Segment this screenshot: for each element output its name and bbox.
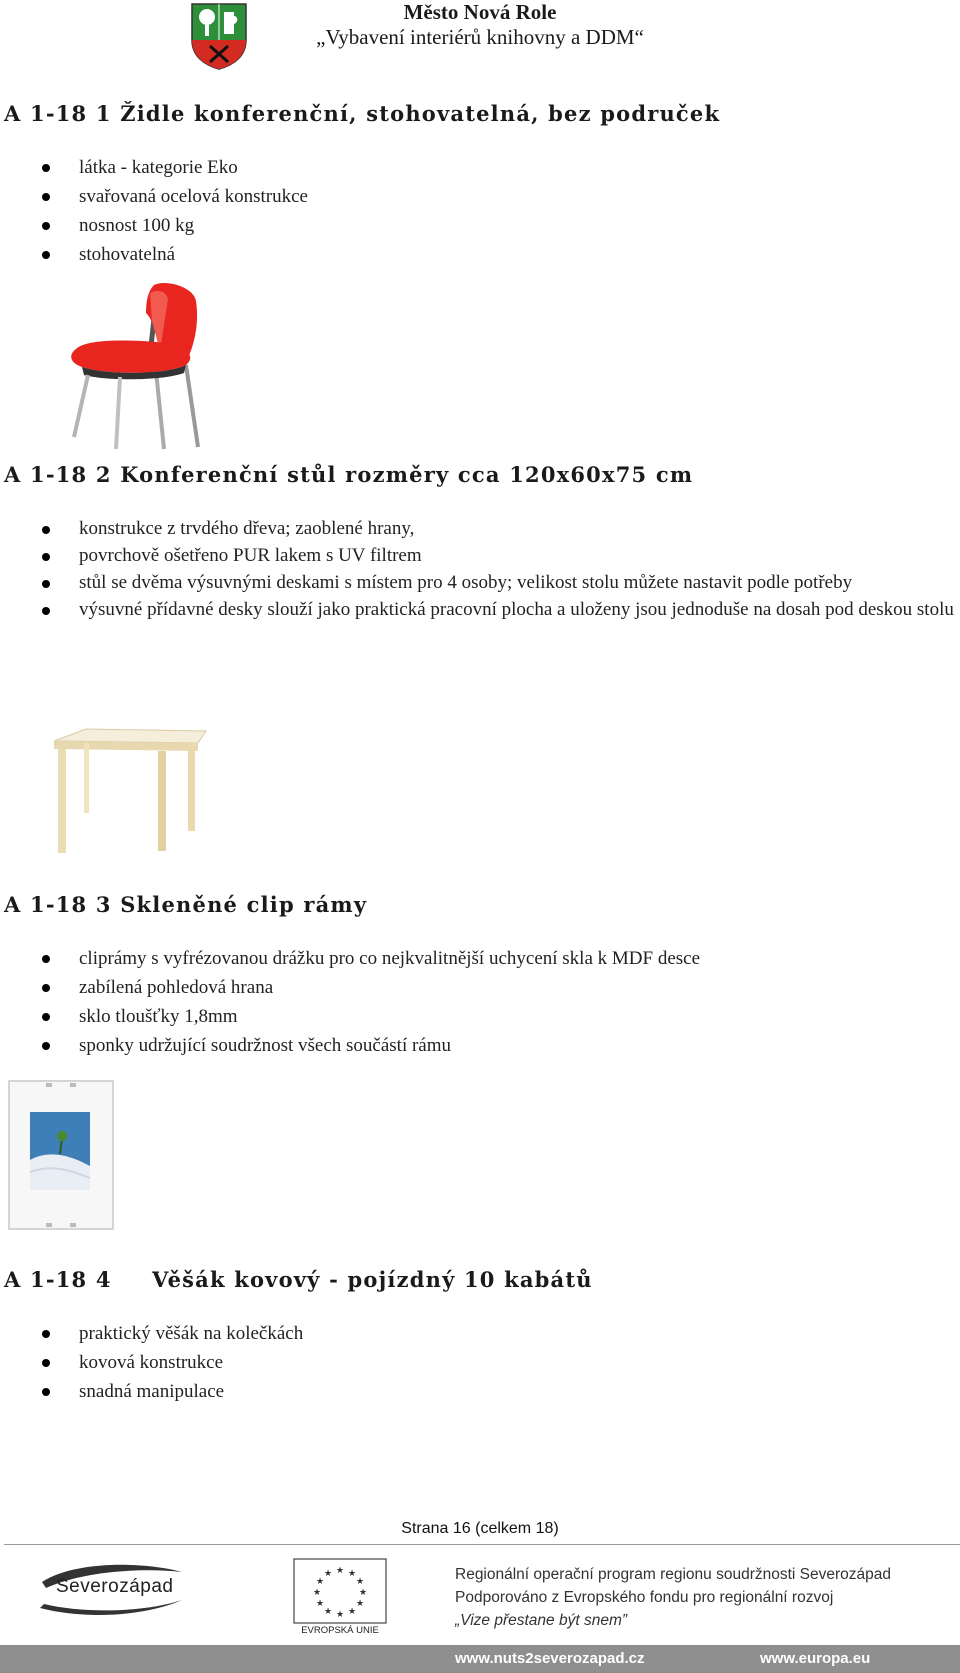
list-item: stohovatelná xyxy=(0,240,959,269)
list-item: výsuvné přídavné desky slouží jako praktická pracovní plocha a uloženy jsou jednoduše na dosah pod deskou stolu xyxy=(0,596,959,623)
list-item: konstrukce z trvdého dřeva; zaoblené hrany, xyxy=(0,515,959,542)
list-item: snadná manipulace xyxy=(0,1377,959,1406)
heading-title: Věšák kovový - pojízdný 10 kabátů xyxy=(152,1267,593,1292)
footer-url-bar xyxy=(0,1645,960,1673)
footer-divider xyxy=(4,1544,960,1545)
table-image xyxy=(50,727,208,855)
section-heading-chair: A 1-18 1 Židle konferenční, stohovatelná, bez područek xyxy=(4,101,721,126)
clip-frame-image xyxy=(8,1080,114,1230)
severozapad-logo-text: Severozápad xyxy=(56,1576,174,1597)
eu-label: EVROPSKÁ UNIE xyxy=(301,1625,379,1636)
link-europa[interactable]: www.europa.eu xyxy=(760,1650,871,1667)
coat-rack-spec-list xyxy=(0,1319,959,1406)
svg-text:★: ★ xyxy=(315,1599,325,1609)
svg-text:★: ★ xyxy=(358,1588,368,1598)
svg-text:★: ★ xyxy=(323,1607,333,1617)
header-town: Město Nová Role xyxy=(403,0,557,24)
svg-text:★: ★ xyxy=(323,1569,333,1579)
frames-spec-list xyxy=(0,944,959,1060)
svg-text:★: ★ xyxy=(335,1610,345,1620)
list-item: povrchově ošetřeno PUR lakem s UV filtrem xyxy=(0,542,959,569)
chair-image xyxy=(66,281,216,455)
header-project: „Vybavení interiérů knihovny a DDM“ xyxy=(316,25,644,49)
footer-line: Regionální operační program regionu soudržnosti Severozápad xyxy=(455,1566,891,1583)
list-item: nosnost 100 kg xyxy=(0,211,959,240)
svg-text:★: ★ xyxy=(315,1577,325,1587)
section-heading-table: A 1-18 2 Konferenční stůl rozměry cca 120x60x75 cm xyxy=(4,462,694,487)
list-item: cliprámy s vyfrézovanou drážku pro co nejkvalitnější uchycení skla k MDF desce xyxy=(0,944,959,973)
list-item: zabílená pohledová hrana xyxy=(0,973,959,1002)
page-number: Strana 16 (celkem 18) xyxy=(401,1520,559,1537)
svg-text:★: ★ xyxy=(347,1607,357,1617)
footer-line: „Vize přestane být snem” xyxy=(455,1612,628,1629)
heading-code: A 1-18 4 xyxy=(4,1267,112,1292)
footer-program-text xyxy=(455,1563,891,1632)
svg-text:★: ★ xyxy=(355,1577,365,1587)
section-heading-frames: A 1-18 3 Skleněné clip rámy xyxy=(4,892,368,917)
section-heading-coat-rack xyxy=(4,1267,593,1292)
svg-text:★: ★ xyxy=(312,1588,322,1598)
list-item: stůl se dvěma výsuvnými deskami s místem pro 4 osoby; velikost stolu můžete nastavit podle potřeby xyxy=(0,569,959,596)
town-crest-logo xyxy=(190,2,248,70)
list-item: praktický věšák na kolečkách xyxy=(0,1319,959,1348)
svg-text:★: ★ xyxy=(335,1566,345,1576)
svg-text:★: ★ xyxy=(355,1599,365,1609)
severozapad-logo xyxy=(36,1558,186,1620)
chair-spec-list xyxy=(0,153,959,269)
list-item: sklo tloušťky 1,8mm xyxy=(0,1002,959,1031)
eu-logo xyxy=(293,1558,387,1638)
table-spec-list xyxy=(0,515,959,623)
list-item: sponky udržující soudržnost všech součástí rámu xyxy=(0,1031,959,1060)
footer-line: Podporováno z Evropského fondu pro regionální rozvoj xyxy=(455,1589,834,1606)
link-nuts2severozapad[interactable]: www.nuts2severozapad.cz xyxy=(455,1650,645,1667)
svg-text:★: ★ xyxy=(347,1569,357,1579)
list-item: látka - kategorie Eko xyxy=(0,153,959,182)
list-item: svařovaná ocelová konstrukce xyxy=(0,182,959,211)
list-item: kovová konstrukce xyxy=(0,1348,959,1377)
